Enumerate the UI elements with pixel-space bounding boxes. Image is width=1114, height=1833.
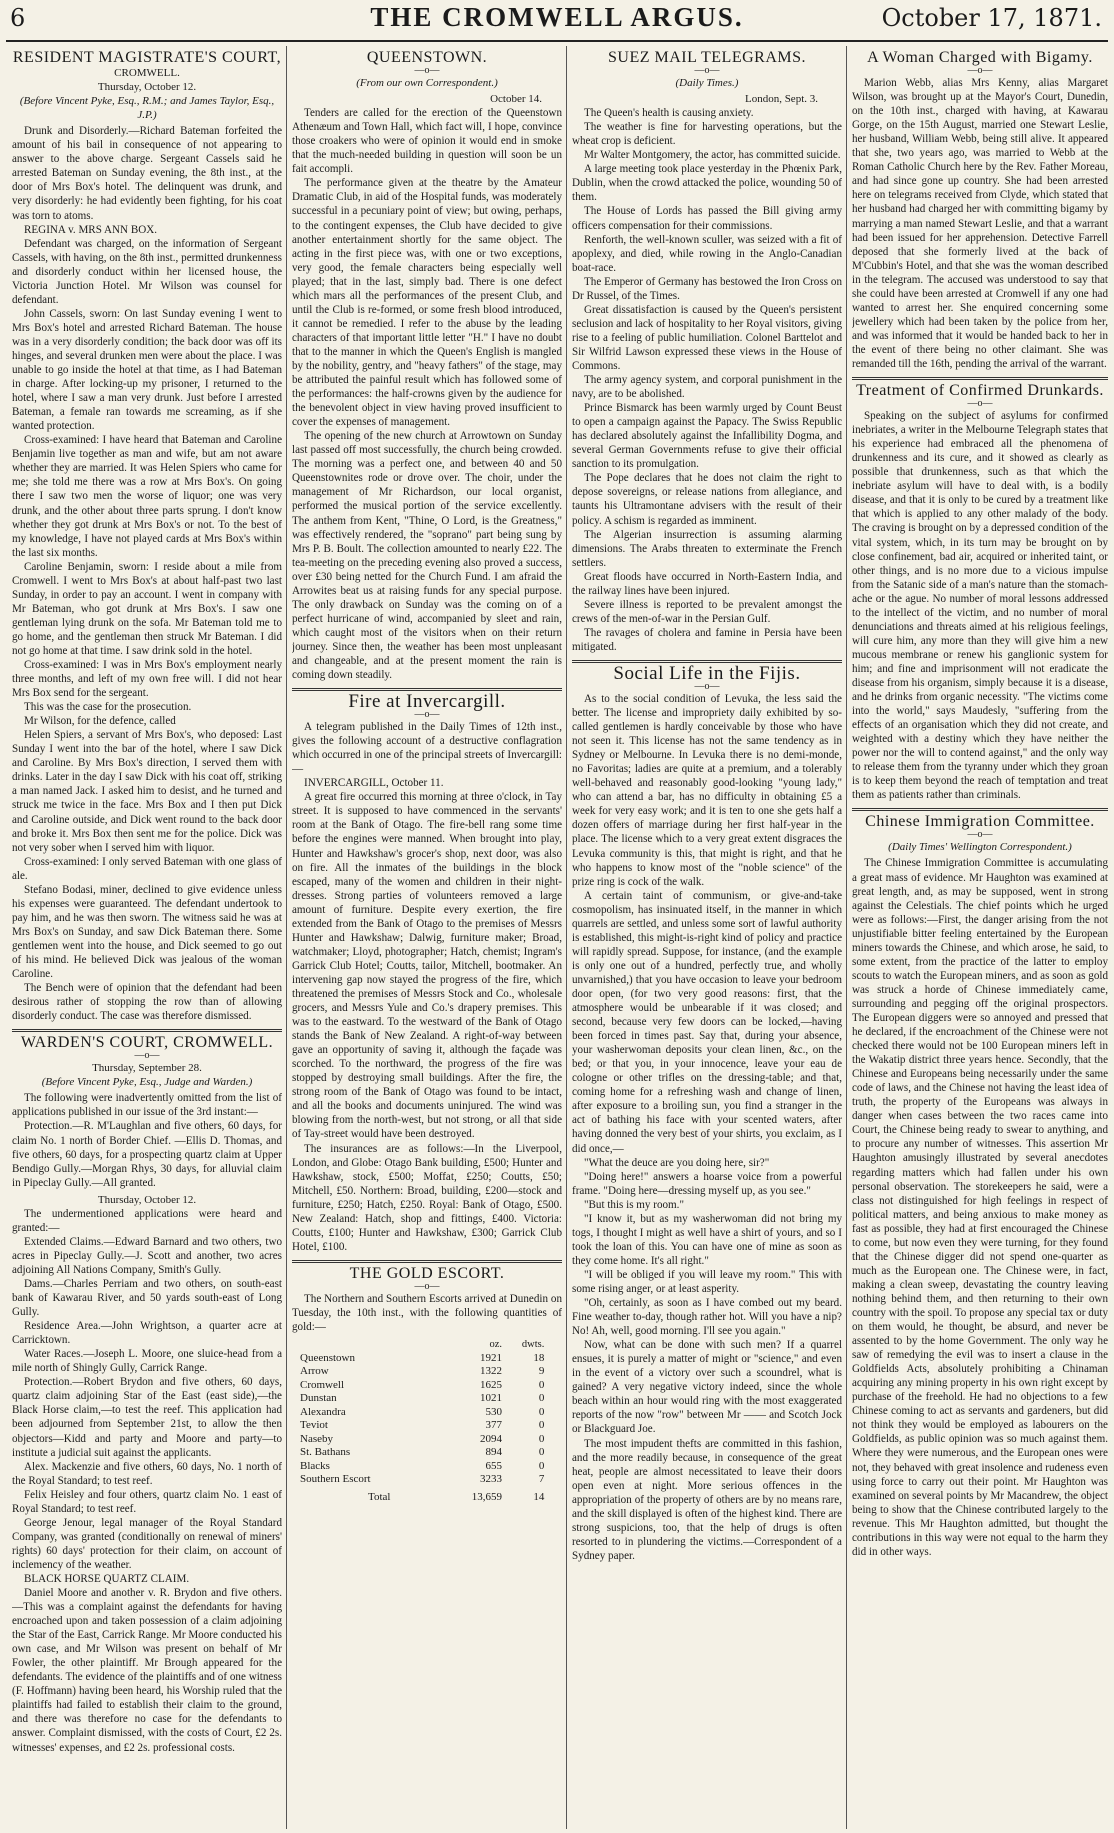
- total-label: Total: [368, 1490, 391, 1503]
- article-body: [852, 409, 1108, 802]
- gold-place: Naseby: [300, 1432, 333, 1445]
- article-paragraph: Drunk and Disorderly.—Richard Bateman forfeited the amount of his bail in consequence of not appearing to answer to the above charge. Sergeant Cassels said he arrested Bateman on Sunday evening, the 8th inst., at the door of Mrs Box's hotel. The delinquent was drunk, and very disorderly: he had evidently been fighting, for his coat was torn to atoms.: [12, 125, 282, 222]
- article-heading: THE GOLD ESCORT.: [349, 1264, 505, 1282]
- article-paragraph: The opening of the new church at Arrowtown on Sunday last passed off most successfully, the church being crowded. The morning was a perfect one, and between 40 and 50 Queenstownites rode or drove over. The choir, under the management of Mr Richardson, our local organist, performed the musical portion of the service excellently. The anthem from Kent, "Thine, O Lord, is the Greatness," was effectively rendered, the "soprano" part being sung by Mrs P. B. Boult. The collection amounted to nearly £22. The tea-meeting on the preceding evening also proved a success, over £30 being netted for the Church Fund. I am afraid the Arrowites beat us at raising funds for any special purpose. The only drawback on Sunday was the coming on of a perfect hurricane of wind, accompanied by sleet and rain, which caught most of the visitors when on their return journey. Since then, the weather has been most unpleasant and changeable, and at the present moment the rain is coming down steadily.: [292, 430, 562, 682]
- article-byline: (Daily Times' Wellington Correspondent.): [888, 841, 1072, 854]
- article-heading: RESIDENT MAGISTRATE'S COURT,: [12, 49, 282, 66]
- gold-dwts: 0: [538, 1432, 545, 1445]
- article-rule: [852, 808, 1108, 811]
- table-row: [298, 1446, 546, 1460]
- gold-dwts: 0: [538, 1392, 545, 1405]
- article-paragraph: The insurances are as follows:—In the Liverpool, London, and Globe: Otago Bank building, £500; Hunter and Hawkshaw, stock, £500; Moffat, £250; Coutts, £50; Mitchell, £50. Northern: Broad, building, £200—stock and furniture, £250; Hatch, £250. Royal: Bank of Otago, £500. New Zealand: Hatch, shop and fittings, £400. Victoria: Coutts, £100; Hunter and Hawkshaw, £300; Garrick Club Hotel, £100.: [292, 1142, 562, 1253]
- article-heading: Social Life in the Fijis.: [613, 662, 801, 684]
- gold-oz: 894: [485, 1446, 502, 1459]
- article-paragraph: Renforth, the well-known sculler, was seized with a fit of apoplexy, and died, while rowing in the Anglo-Canadian boat-race.: [572, 233, 842, 274]
- article-heading: QUEENSTOWN.: [366, 49, 488, 66]
- article-paragraph: Mr Wilson, for the defence, called: [24, 715, 176, 728]
- article-paragraph: Caroline Benjamin, sworn: I reside about a mile from Cromwell. I went to Mrs Box's at about half-past two last Sunday, in order to pay an account. I went in company with Mr Bateman, who got drunk at Mrs Box's. I saw one gentleman lying drunk on the sofa. Mr Bateman told me to go home, and the gentleman then struck Mr Bateman. I did not go home at that time. I saw drink sold in the hotel.: [12, 560, 282, 657]
- table-row: [298, 1460, 546, 1474]
- gold-oz: 377: [485, 1419, 502, 1432]
- article-heading: Treatment of Confirmed Drunkards.: [856, 382, 1104, 400]
- gold-oz: 1625: [480, 1378, 502, 1391]
- article-date: October 14.: [490, 93, 542, 106]
- gold-dwts: 0: [538, 1419, 545, 1432]
- gold-place: Southern Escort: [300, 1473, 371, 1486]
- article-paragraph: Speaking on the subject of asylums for confirmed inebriates, a writer in the Melbourne Telegraph states that his experience had embraced all the phenomena of drunkenness and its cure, and it showed as clearly as possible that drunkenness, such as that which the inebriate asylum will have to deal with, is a bodily disease, and that it is only to be cured by a treatment like that which is applied to any other malady of the body. The craving is brought on by a depressed condition of the vital system, which, in its turn may be brought on by close confinement, bad air, acquired or inherited taint, or other things, and is no more due to a vicious impulse from the Satanic side of a man's nature than the stomach-ache or the ague. No number of moral lessons addressed to the intellect of the victim, and no number of moral denunciations and threats aimed at his religious feelings, will cure him, any more than they will give him a new mucous membrane or renew his ganglionic system for him; and fine and imprisonment will not eradicate the disease from his organism, simply because it is a disease, and he drinks from organic necessity. "The victims come into the world," says Maudesly, "suffering from the effects of an organisation which they did not create, and weighted with a destiny which they have neither the power nor the will to contend against," and the only way to release them from the tyranny under which they groan is to keep them beyond the reach of temptation and treat them as patients rather than criminals.: [852, 410, 1108, 802]
- article-body: [292, 720, 562, 1254]
- article-paragraph: The Queen's health is causing anxiety.: [584, 107, 754, 120]
- table-row: [298, 1379, 546, 1393]
- gold-dwts: 7: [538, 1473, 545, 1486]
- gold-oz: 1921: [480, 1351, 502, 1364]
- article-paragraph: "Doing here!" answers a hoarse voice from a powerful frame. "Doing here—dressing myself up, as you see.": [572, 1170, 842, 1197]
- article-paragraph: Stefano Bodasi, miner, declined to give evidence unless his expenses were guaranteed. The defendant undertook to pay him, and he was then sworn. The witness said he was at Mrs Box's on Sunday, and saw Dick Bateman there. Some gentlemen went into the house, and Dick seemed to go out of his mind. He believed Dick was jealous of the woman Caroline.: [12, 883, 282, 981]
- article-rule: [292, 1260, 562, 1263]
- article-paragraph: "But this is my room.": [584, 1198, 684, 1211]
- article-body: [292, 106, 562, 682]
- article-date: Thursday, September 28.: [92, 1062, 202, 1075]
- article-paragraph: The House of Lords has passed the Bill giving army officers compensation for their commissions.: [572, 205, 842, 232]
- article-heading: Chinese Immigration Committee.: [865, 813, 1095, 831]
- table-row: [298, 1473, 546, 1487]
- article-paragraph: Daniel Moore and another v. R. Brydon and five others.—This was a complaint against the defendants for having encroached upon and taken possession of a claim adjoining the Star of the East, Carrick Range. Mr Moore conducted his own case, and Mr Wilson was present on behalf of Mr Fowler, the other plaintiff. Mr Brough appeared for the defendants. The evidence of the plaintiffs and of one witness (F. Hoffmann) having been heard, his Worship ruled that the plaintiffs had failed to establish their claim to the ground, and there was therefore no case for the defendants to answer. Complaint dismissed, with the costs of Court, £2 2s. witnesses' expenses, and £2 2s. professional costs.: [12, 1587, 282, 1754]
- gold-dwts: 18: [533, 1351, 545, 1364]
- column-divider: [846, 46, 847, 1829]
- gold-place: Dunstan: [300, 1392, 337, 1405]
- article-paragraph: A large meeting took place yesterday in the Phœnix Park, Dublin, when the crowd attacked the police, wounding 50 of them.: [572, 163, 842, 204]
- article-paragraph: The Emperor of Germany has bestowed the Iron Cross on Dr Russel, of the Times.: [572, 275, 842, 302]
- article-body: [852, 76, 1108, 371]
- gold-place: Cromwell: [300, 1378, 344, 1391]
- article-paragraph: "What the deuce are you doing here, sir?": [584, 1156, 770, 1169]
- article-paragraph: The Bench were of opinion that the defendant had been desirous rather of stopping the row than of allowing disorderly conduct. The case was therefore dismissed.: [12, 982, 282, 1023]
- column-divider: [286, 46, 287, 1829]
- column-4: A Woman Charged with Bigamy. —o— Marion Webb, alias Mrs Kenny, alias Margaret Wilson, was brought up at the Mayor's Court, Dunedin, on the 10th inst., charged with having, at Kawarau Gorge, on the 15th August, married one Stewart Leslie, her husband, William Webb, being still alive. It appeared that she, two years ago, was married to Webb at the Roman Catholic Church here by the Rev. Father Moreau, and had since gone up country. She had been arrested here on telegrams received from Clyde, which stated that her husband had charged her with committing bigamy by marrying a man named Stewart Leslie, and that a warrant had been issued for her apprehension. Detective Farrell deposed that she formerly lived at the back of M'Cubbin's Hotel, and that she was the woman described in the telegram. The accused was understood to say that she could have been arrested at Cromwell if any one had wanted to arrest her. She enquired concerning some jewellery which had been taken by the police from her, and was informed that it would be handed back to her in the event of there being no other claimant. She was remanded till the 16th, pending the arrival of the warrant. Treatment of Confirmed Drunkards. —o— Speaking on the subject of asylums for confirmed inebriates, a writer in the Melbourne Telegraph states that his experience had embraced all the phenomena of drunkenness and its cure, and it showed as clearly as possible that drunkenness, such as that which the inebriate asylum will have to deal with, is a bodily disease, and that it is only to be cured by a treatment like that which is applied to any other malady of the body. The craving is brought on by a depressed condition of the vital system, which, in its turn may be brought on by close confinement, bad air, acquired or inherited taint, or other things, and is no more due to a vicious impulse from the Satanic side of a man's nature than the stomach-ache or the ague. No number of moral lessons addressed to the intellect of the victim, and no number of moral denunciations and threats aimed at his religious feelings, will cure him, any more than they will give him a new mucous membrane or renew his ganglionic system for him; and fine and imprisonment will not eradicate the disease from his organism, simply because it is a disease, and he drinks from organic necessity. "The victims come into the world," says Maudesly, "suffering from the effects of an organisation which they did not create, and weighted with a destiny which they have neither the power nor the will to contend against," and the only way to release them from the tyranny under which they groan is to keep them beyond the reach of temptation and treat them as patients rather than criminals. Chinese Immigration Committee. —o— (Daily Times' Wellington Correspondent.) The Chinese Immigration Committee is accumulating a great mass of evidence. Mr Haughton was examined at great length, and, as may be supposed, went in strong against the Celestials. The chief points which he urged were as follows:—First, the danger arising from the not unjustifiable bitter feeling entertained by the European miners towards the Chinese, and which arose, he said, to some extent, from the practice of the latter to employ scouts to watch the European miners, and as soon as gold was struck a horde of Chinese immediately came, surrounding and pegging off the original prospectors. The European diggers were so annoyed and pressed that he declared, if the encroachment of the Chinese were not checked there would not be 100 European miners left in the Wakatip district three years hence. Secondly, that the Chinese and Europeans being necessarily under the same code of laws, and the Chinese not having the least idea of truth, the property of the Europeans was always in danger when cases between the two races came into Court, the Chinese being ready to swear to anything, and to procure any number of witnesses. This assertion Mr Haughton amusingly illustrated by several anecdotes regarding matters which had fallen under his own personal observation. The storekeepers he said, were a class not distinguished for high feelings in respect of political matters, and being anxious to make money as fast as possible, they had at first encouraged the Chinese to come, but now even they were turning, for they found that the Chinese digger did not spend one-quarter as much as the European one. The Chinese were, in fact, making a clean sweep, devastating the country leaving nothing behind them, and then returning to their own country with the spoil. To propose any special tax or duty on them would, he thought, be absurd, and never be assented to by the home Government. The only way he saw of remedying the evil was to insert a clause in the Goldfields Acts, absolutely prohibiting a Chinaman acquiring any mining property in his own right except by purchase of the freehold. He had no objections to a few Chinese coming to act as servants and gardeners, but did not think they would be employed as labourers on the Goldfields, as public opinion was so much against them. Where they were numerous, and the European ones were not, they behaved with great insolence and rudeness even using force to carry out their point. Mr Haughton was examined on several points by Mr Macandrew, the object being to show that the Chinese contributed largely to the revenue. This Mr Haughton admitted, but thought the contributions in this way were not equal to the harm they did in other ways.: [852, 49, 1108, 1558]
- article-paragraph: Now, what can be done with such men? If a quarrel ensues, it is purely a matter of might or "science," and even in the event of a victory over such a scoundrel, what is gained? A very negative victory indeed, since the whole beach within an hour would ring with the most exaggerated reports of the now "row" between Mr —— and Scotch Jock or Blackguard Joe.: [572, 1339, 842, 1436]
- article-byline: (Before Vincent Pyke, Esq., R.M.; and James Taylor, Esq., J.P.): [19, 95, 275, 122]
- article-paragraph: Dams.—Charles Perriam and two others, on south-east bank of Kawarau River, and 50 yards south-east of Long Gully.: [12, 1277, 282, 1319]
- article-paragraph: Defendant was charged, on the information of Sergeant Cassels, with having, on the 8th inst., permitted drunkenness and disorderly conduct within her licensed house, the Victoria Junction Hotel. Mr Wilson was counsel for defendant.: [12, 237, 282, 306]
- article-paragraph: Protection.—Robert Brydon and five others, 60 days, quartz claim adjoining Star of the East (east side),—the Black Horse claim,—to test the reef. This application had been adjourned from September 21st, to allow the then objectors—Kidd and party and Moore and party—to institute a judicial suit against the applicants.: [12, 1376, 282, 1459]
- article-paragraph: Helen Spiers, a servant of Mrs Box's, who deposed: Last Sunday I went into the bar of the hotel, where I saw Dick and Caroline. By Mrs Box's direction, I served them with drinks. Later in the day I saw Dick with his coat off, striking a man named Jack. I asked him to desist, and he turned and struck me twice in the face. Mrs Box and I then put Dick and Caroline outside, and Dick went round to the back door and broke it. Mrs Box then sent me for the police. Dick was not very sober when I served him with liquor.: [12, 729, 282, 854]
- gold-place: Arrow: [300, 1365, 329, 1378]
- issue-date: October 17, 1871.: [881, 4, 1102, 32]
- article-paragraph: Great floods have occurred in North-Eastern India, and the railway lines have been injured.: [572, 570, 842, 597]
- gold-oz: 3233: [480, 1473, 502, 1486]
- article-paragraph: Felix Heisley and four others, quartz claim No. 1 east of Royal Standard; to test reef.: [12, 1488, 282, 1515]
- article-paragraph: "Oh, certainly, as soon as I have combed out my beard. Fine weather to-day, though rather hot. Will you have a nip? No! Ah, well, good morning. I'll see you again.": [572, 1297, 842, 1338]
- gold-oz: 2094: [480, 1432, 502, 1445]
- article-paragraph: Cross-examined: I have heard that Bateman and Caroline Benjamin live together as man and wife, but am not aware whether they are married. It was Helen Spiers who came for me; she told me there was a row at Mrs Box's. On going there I saw two men the worse of liquor; one was very drunk, and the other about three parts sprung. I don't know whether they got drunk at Mrs Box's or not. To the best of my knowledge, I have not played cards at Mrs Box's within the last six months.: [12, 434, 282, 559]
- article-paragraph: This was the case for the prosecution.: [24, 701, 192, 714]
- gold-oz: 655: [485, 1459, 502, 1472]
- gold-oz: 1322: [480, 1365, 502, 1378]
- gold-dwts: 0: [538, 1378, 545, 1391]
- gold-place: Alexandra: [300, 1405, 346, 1418]
- article-paragraph: Cross-examined: I was in Mrs Box's employment nearly three months, and left of my own free will. I did not hear Mrs Box send for the sergeant.: [12, 659, 282, 700]
- article-paragraph: The Pope declares that he does not claim the right to depose sovereigns, or release nations from allegiance, and taunts his Ultramontane advisers with the result of their policy. A schism is regarded as imminent.: [572, 472, 842, 527]
- article-paragraph: John Cassels, sworn: On last Sunday evening I went to Mrs Box's hotel and arrested Richard Bateman. The house was in a very disorderly condition; the back door was off its hinges, and several drunken men were about the place. I was unable to go inside the hotel at that time, as I had Bateman in charge. After locking-up my prisoner, I returned to the hotel, where I saw a man very drunk. Just before I arrested Bateman, a female ran towards me screaming, as if she wanted protection.: [12, 307, 282, 433]
- article-paragraph: Cross-examined: I only served Bateman with one glass of ale.: [12, 855, 282, 882]
- column-3: SUEZ MAIL TELEGRAMS. —o— (Daily Times.) London, Sept. 3. The Queen's health is causing anxiety. The weather is fine for harvesting operations, but the wheat crop is deficient. Mr Walter Montgomery, the actor, has committed suicide. A large meeting took place yesterday in the Phœnix Park, Dublin, when the crowd attacked the police, wounding 50 of them. The House of Lords has passed the Bill giving army officers compensation for their commissions. Renforth, the well-known sculler, was seized with a fit of apoplexy, and died, while rowing in the Anglo-Canadian boat-race. The Emperor of Germany has bestowed the Iron Cross on Dr Russel, of the Times. Great dissatisfaction is caused by the Queen's persistent seclusion and lack of hospitality to her Royal visitors, giving rise to a feeling of public humiliation. Colonel Barttelot and Sir Wilfrid Lawson expressed these views in the House of Commons. The army agency system, and corporal punishment in the navy, are to be abolished. Prince Bismarck has been warmly urged by Count Beust to open a campaign against the Papacy. The Swiss Republic has declared absolutely against the Infallibility Dogma, and several German Governments refuse to give their official sanction to its promulgation. The Pope declares that he does not claim the right to depose sovereigns, or release nations from allegiance, and taunts his Ultramontane advisers with the result of their policy. A schism is regarded as imminent. The Algerian insurrection is assuming alarming dimensions. The Arabs threaten to exterminate the French settlers. Great floods have occurred in North-Eastern India, and the railway lines have been injured. Severe illness is reported to be prevalent amongst the crews of the men-of-war in the Persian Gulf. The ravages of cholera and famine in Persia have been mitigated. Social Life in the Fijis. —o— As to the social condition of Levuka, the less said the better. The license and impropriety daily exhibited by so-called gentlemen is hardly conceivable by those who have not seen it. This license has not the same tendency as in Sydney or Melbourne. In Levuka there is no demi-monde, no Favoritas; ladies are quite at a premium, and a tolerably well-behaved and reasonably good-looking "young lady," who can attend a bar, has no difficulty in obtaining £5 a week for very easy work; and it is ten to one she gets half a dozen offers of marriage during her first half-year in the place. The license which to a very great extent disgraces the Levuka community is this, that might is right, and that he who happens to know most of the "noble science" of the prize ring is cock of the walk. A certain taint of communism, or give-and-take cosmopolism, has insinuated itself, in the manner in which quarrels are settled, and unless some sort of lawful authority is established, this might-is-right kind of policy and practice will rapidly spread. Suppose, for instance, (and the example is only one out of a hundred, perfectly true, and wholly unvarnished,) that you have occasion to leave your bedroom door open, (for two very good reasons: first, that the atmosphere would be unbearable if it was closed; and second, because very few doors can be locked,—having been forced in times past. Say that, during your absence, your washerwoman deposits your clean linen, &c., on the bed; or that you, in your innocence, leave your eau de cologne or other trifles on the dressing-table; and that, coming home for a refreshing wash and change of linen, after exposure to a broiling sun, you find a stranger in the act of bathing his face with your scented waters, after having donned the very best of your shirts, you exclaim, as I did once,— "What the deuce are you doing here, sir?" "Doing here!" answers a hoarse voice from a powerful frame. "Doing here—dressing myself up, as you see." "But this is my room." "I know it, but as my washerwoman did not bring my togs, I thought I might as well have a shirt of yours, and so I took the loan of this. You can have one of mine as soon as they come home. It's all right." "I will be obliged if you will leave my room." This with some rising anger, or at least asperity. "Oh, certainly, as soon as I have combed out my beard. Fine weather to-day, though rather hot. Will you have a nip? No! Ah, well, good morning. I'll see you again." Now, what can be done with such men? If a quarrel ensues, it is purely a matter of might or "science," and even in the event of a victory over such a scoundrel, what is gained? A very negative victory indeed, since the whole beach within an hour would ring with the most exaggerated reports of the now "row" between Mr —— and Scotch Jock or Blackguard Joe. The most impudent thefts are committed in this fashion, and the more readily because, in consequence of the great heat, people are almost necessitated to leave their doors open even at night. More serious offences in the appropriation of the property of others are by no means rare, and the skill displayed is often of the highest kind. There are strong suspicions, too, that the help of drugs is often resorted to in plundering the victims.—Correspondent of a Sydney paper.: [572, 49, 842, 1562]
- article-paragraph: Mr Walter Montgomery, the actor, has committed suicide.: [584, 149, 841, 162]
- article-paragraph: A telegram published in the Daily Times of 12th inst., gives the following account of a destructive conflagration which occurred in one of the principal streets of Invercargill:—: [292, 721, 562, 776]
- gold-place: St. Bathans: [300, 1446, 351, 1459]
- table-row: [298, 1406, 546, 1420]
- article-paragraph: The ravages of cholera and famine in Persia have been mitigated.: [572, 626, 842, 653]
- article-heading: Fire at Invercargill.: [348, 691, 506, 713]
- article-body: [12, 124, 282, 1023]
- column-divider: [566, 46, 567, 1829]
- gold-escort-table: [298, 1338, 546, 1504]
- article-paragraph: The army agency system, and corporal punishment in the navy, are to be abolished.: [572, 374, 842, 401]
- page-number: 6: [10, 4, 26, 32]
- newspaper-title: THE CROMWELL ARGUS.: [370, 2, 744, 32]
- article-paragraph: "I will be obliged if you will leave my room." This with some rising anger, or at least asperity.: [572, 1268, 842, 1295]
- article-paragraph: Protection.—R. M'Laughlan and five others, 60 days, for claim No. 1 north of Border Chief. —Ellis D. Thomas, and five others, 60 days, for a prospecting quartz claim at Upper Bendigo Gully.—Morgan Rhys, 30 days, for alluvial claim in Pipeclay Gully.—All granted.: [12, 1120, 282, 1189]
- article-date: Thursday, October 12.: [97, 81, 197, 94]
- article-paragraph: Residence Area.—John Wrightson, a quarter acre at Carricktown.: [12, 1320, 282, 1347]
- article-paragraph: Prince Bismarck has been warmly urged by Count Beust to open a campaign against the Papacy. The Swiss Republic has declared absolutely against the Infallibility Dogma, and several German Governments refuse to give their official sanction to its promulgation.: [572, 402, 842, 471]
- table-row: [298, 1419, 546, 1433]
- article-paragraph: Tenders are called for the erection of the Queenstown Athenæum and Town Hall, which fact will, I hope, convince those croakers who were of opinion it would end in smoke that the much-needed building in question will soon be un fait accompli.: [292, 107, 562, 176]
- total-oz: 13,659: [471, 1490, 502, 1503]
- gold-place: Teviot: [300, 1419, 328, 1432]
- article-paragraph: "I know it, but as my washerwoman did not bring my togs, I thought I might as well have a shirt of yours, and so I took the loan of this. You can have one of mine as soon as they come home. It's all right.": [572, 1212, 842, 1267]
- article-paragraph: Great dissatisfaction is caused by the Queen's persistent seclusion and lack of hospitality to her Royal visitors, giving rise to a feeling of public humiliation. Colonel Barttelot and Sir Wilfrid Lawson expressed these views in the House of Commons.: [572, 303, 842, 372]
- article-paragraph: The Algerian insurrection is assuming alarming dimensions. The Arabs threaten to exterminate the French settlers.: [572, 528, 842, 569]
- article-heading: SUEZ MAIL TELEGRAMS.: [608, 49, 806, 66]
- article-paragraph: The Chinese Immigration Committee is accumulating a great mass of evidence. Mr Haughton was examined at great length, and, as may be supposed, went in strong against the Celestials. The chief points which he urged were as follows:—First, the danger arising from the not unjustifiable bitter feeling entertained by the European miners towards the Chinese, and which arose, he said, to some extent, from the practice of the latter to employ scouts to watch the European miners, and as soon as gold was struck a horde of Chinese immediately came, surrounding and pegging off the original prospectors. The European diggers were so annoyed and pressed that he declared, if the encroachment of the Chinese were not checked there would not be 100 European miners left in the Wakatip district three years hence. Secondly, that the Chinese and Europeans being necessarily under the same code of laws, and the Chinese not having the least idea of truth, the property of the Europeans was always in danger when cases between the two races came into Court, the Chinese being ready to swear to anything, and to procure any number of witnesses. This assertion Mr Haughton amusingly illustrated by several anecdotes regarding matters which had fallen under his own personal observation. The storekeepers he said, were a class not distinguished for high feelings in respect of political matters, and being anxious to make money as fast as possible, they had at first encouraged the Chinese to come, but now even they were turning, for they found that the Chinese digger did not spend one-quarter as much as the European one. The Chinese were, in fact, making a clean sweep, devastating the country leaving nothing behind them, and then returning to their own country with the spoil. To propose any special tax or duty on them would, he thought, be absurd, and never be assented to by the home Government. The only way he saw of remedying the evil was to insert a clause in the Goldfields Acts, absolutely prohibiting a Chinaman acquiring any mining property in his own right except by purchase of the freehold. He had no objections to a few Chinese coming to act as servants and gardeners, but did not think they would be employed as labourers on the Goldfields, as public opinion was so much against them. Where they were numerous, and the European ones were not, they behaved with great insolence and rudeness even using force to carry out their point. Mr Haughton was examined on several points by Mr Macandrew, the object being to show that the Chinese contributed largely to the revenue. This Mr Haughton admitted, but thought the contributions in this way were not equal to the harm they did in other ways.: [852, 857, 1108, 1558]
- article-body: [12, 1091, 282, 1189]
- article-body: [572, 692, 842, 1563]
- article-heading: A Woman Charged with Bigamy.: [867, 49, 1093, 66]
- unit-dwts: dwts.: [521, 1339, 545, 1351]
- article-body: [12, 1207, 282, 1755]
- gold-dwts: 0: [538, 1405, 545, 1418]
- article-paragraph: The most impudent thefts are committed in this fashion, and the more readily because, in consequence of the great heat, people are almost necessitated to leave their doors open even at night. More serious offences in the appropriation of the property of others are by no means rare, and the skill displayed is often of the highest kind. There are strong suspicions, too, that the help of drugs is often resorted to in plundering the victims.—Correspondent of a Sydney paper.: [572, 1437, 842, 1562]
- gold-dwts: 0: [538, 1446, 545, 1459]
- article-paragraph: Severe illness is reported to be prevalent amongst the crews of the men-of-war in the Persian Gulf.: [572, 598, 842, 625]
- article-paragraph: The following were inadvertently omitted from the list of applications published in our issue of the 3rd instant:—: [12, 1092, 282, 1119]
- article-rule: [12, 1029, 282, 1032]
- article-rule: [852, 377, 1108, 380]
- article-paragraph: A certain taint of communism, or give-and-take cosmopolism, has insinuated itself, in the manner in which quarrels are settled, and unless some sort of lawful authority is established, this might-is-right kind of policy and practice will rapidly spread. Suppose, for instance, (and the example is only one out of a hundred, perfectly true, and wholly unvarnished,) that you have occasion to leave your bedroom door open, (for two very good reasons: first, that the atmosphere would be unbearable if it was closed; and second, because very few doors can be locked,—having been forced in times past. Say that, during your absence, your washerwoman deposits your clean linen, &c., on the bed; or that you, in your innocence, leave your eau de cologne or other trifles on the dressing-table; and that, coming home for a refreshing wash and change of linen, after exposure to a broiling sun, you find a stranger in the act of bathing his face with your scented waters, after having donned the very best of your shirts, you exclaim, as I did once,—: [572, 889, 842, 1155]
- table-row: [298, 1352, 546, 1366]
- gold-oz: 1021: [480, 1392, 502, 1405]
- article-paragraph: Extended Claims.—Edward Barnard and two others, two acres in Pipeclay Gully.—J. Scott and another, two acres adjoining All Nations Company, Smith's Gully.: [12, 1235, 282, 1276]
- article-paragraph: A great fire occurred this morning at three o'clock, in Tay street. It is supposed to have commenced in the servants' room at the Bank of Otago. The fire-bell rang some time before the engines were manned. When brought into play, Hunter and Hawkshaw's grocer's shop, next door, was also on fire. All the inmates of the buildings in the block escaped, many of the women and children in their night-dresses. Strong parties of volunteers removed a large amount of furniture. Despite every exertion, the fire extended from the Bank of Otago to the premises of Messrs Hunter and Hawkshaw; Dalwig, furniture maker; Broad, watchmaker; Lloyd, photographer; Hatch, chemist; Ingram's Garrick Club Hotel; Coutts, tailor, Mitchell, bootmaker. An intervening gap now stayed the progress of the fire, which threatened the premises of Messrs Stock and Co., wholesale grocers, and Messrs Yule and Co.'s drapery premises. This was to the eastward. To the westward of the Bank of Otago stands the Bank of New Zealand. A right-of-way between gave an opportunity of saving it, although the façade was scorched. To the northward, the progress of the fire was stopped by destroying small buildings. After the fire, the strong room of the Bank of Otago was found to be intact, and all the books and documents uninjured. The wind was blowing from the north-west, but not strong, or all that side of Tay-street would have been destroyed.: [292, 791, 562, 1141]
- article-date: London, Sept. 3.: [744, 93, 818, 106]
- article-byline: (Before Vincent Pyke, Esq., Judge and Warden.): [41, 1076, 253, 1089]
- unit-oz: oz.: [489, 1339, 502, 1351]
- article-byline: (From our own Correspondent.): [356, 77, 498, 90]
- total-dwts: 14: [533, 1490, 545, 1503]
- article-paragraph: Alex. Mackenzie and five others, 60 days, No. 1 north of the Royal Standard; to test reef.: [12, 1460, 282, 1487]
- table-row: [298, 1433, 546, 1447]
- article-body: [572, 106, 842, 654]
- article-paragraph: INVERCARGILL, October 11.: [304, 777, 444, 790]
- gold-dwts: 9: [538, 1365, 545, 1378]
- article-paragraph: Water Races.—Joseph L. Moore, one sluice-head from a mile north of Shingly Gully, Carrick Range.: [12, 1348, 282, 1375]
- article-date: Thursday, October 12.: [97, 1193, 197, 1206]
- article-body: [852, 856, 1108, 1558]
- article-paragraph: The weather is fine for harvesting operations, but the wheat crop is deficient.: [572, 121, 842, 148]
- article-paragraph: The undermentioned applications were heard and granted:—: [12, 1207, 282, 1234]
- gold-place: Queenstown: [300, 1351, 355, 1364]
- article-paragraph: George Jenour, legal manager of the Royal Standard Company, was granted (conditionally on renewal of miners' rights) 60 days' protection for their claim, on account of inclemency of the weather.: [12, 1516, 282, 1571]
- article-paragraph: REGINA v. MRS ANN BOX.: [24, 223, 158, 236]
- table-row: [298, 1365, 546, 1379]
- table-row-total: [298, 1487, 546, 1505]
- column-2: QUEENSTOWN. —o— (From our own Correspondent.) October 14. Tenders are called for the erection of the Queenstown Athenæum and Town Hall, which fact will, I hope, convince those croakers who were of opinion it would end in smoke that the much-needed building in question will soon be un fait accompli. The performance given at the theatre by the Amateur Dramatic Club, in aid of the Hospital funds, was moderately successful in a pecuniary point of view; but owing, perhaps, to the contingent expenses, the Club have decided to give another entertainment shortly for the same object. The acting in the first piece was, with one or two exceptions, very good, the female characters being especially well played; that in the last, simply bad. There is one defect which mars all the performances of the present Club, and until the Club is re-formed, or some fresh blood introduced, it cannot be remedied. I refer to the abuse by the leading characters of that important little letter "H." I have no doubt that to the manner in which the Queen's English is mangled by the nobility, gentry, and "heavy fathers" of the stage, may be attributed the painful result which has followed some of the performances: the half-crowns given by the audience for the benevolent object in view having proved insufficient to cover the expenses of management. The opening of the new church at Arrowtown on Sunday last passed off most successfully, the church being crowded. The morning was a perfect one, and between 40 and 50 Queenstownites rode or drove over. The choir, under the management of Mr Richardson, our local organist, performed the musical portion of the service excellently. The anthem from Kent, "Thine, O Lord, is the Greatness," was effectively rendered, the "soprano" part being sung by Mrs P. B. Boult. The collection amounted to nearly £22. The tea-meeting on the preceding evening also proved a success, over £30 being netted for the Church Fund. I am afraid the Arrowites beat us at raising funds for any special purpose. The only drawback on Sunday was the coming on of a perfect hurricane of wind, accompanied by sleet and rain, which caught most of the visitors when on their return journey. Since then, the weather has been most unpleasant and changeable, and at the present moment the rain is coming down steadily. Fire at Invercargill. —o— A telegram published in the Daily Times of 12th inst., gives the following account of a destructive conflagration which occurred in one of the principal streets of Invercargill:— INVERCARGILL, October 11. A great fire occurred this morning at three o'clock, in Tay street. It is supposed to have commenced in the servants' room at the Bank of Otago. The fire-bell rang some time before the engines were manned. When brought into play, Hunter and Hawkshaw's grocer's shop, next door, was also on fire. All the inmates of the buildings in the block escaped, many of the women and children in their night-dresses. Strong parties of volunteers removed a large amount of furniture. Despite every exertion, the fire extended from the Bank of Otago to the premises of Messrs Hunter and Hawkshaw; Dalwig, furniture maker; Broad, watchmaker; Lloyd, photographer; Hatch, chemist; Ingram's Garrick Club Hotel; Coutts, tailor, Mitchell, bootmaker. An intervening gap now stayed the progress of the fire, which threatened the premises of Messrs Stock and Co., wholesale grocers, and Messrs Yule and Co.'s drapery premises. This was to the eastward. To the westward of the Bank of Otago stands the Bank of New Zealand. A right-of-way between gave an opportunity of saving it, although the façade was scorched. To the northward, the progress of the fire was stopped by destroying small buildings. After the fire, the strong room of the Bank of Otago was found to be intact, and all the books and documents uninjured. The wind was blowing from the north-west, but not strong, or all that side of Tay-street would have been destroyed. The insurances are as follows:—In the Liverpool, London, and Globe: Otago Bank building, £500; Hunter and Hawkshaw, stock, £500; Moffat, £250; Coutts, £50; Mitchell, £50. Northern: Broad, building, £200—stock and furniture, £250; Hatch, £250. Royal: Bank of Otago, £500. New Zealand: Hatch, shop and fittings, £400. Victoria: Coutts, £100; Hunter and Hawkshaw, £300; Garrick Club Hotel, £100. THE GOLD ESCORT. —o— The Northern and Southern Escorts arrived at Dunedin on Tuesday, the 10th inst., with the following quantities of gold:— oz. dwts. Queenstown 1921 18 Arrow 1322 9 Cromwell 1625 0 Dunstan 1021 0 Alexandra 530 0 Teviot 377 0 Naseby 2094 0 St. Bathans 894 0 Blacks 655 0 Southern Escort 3233 7 Total 13,659 14: [292, 49, 562, 1503]
- gold-dwts: 0: [538, 1459, 545, 1472]
- gold-oz: 530: [485, 1405, 502, 1418]
- column-1: RESIDENT MAGISTRATE'S COURT, CROMWELL. Thursday, October 12. (Before Vincent Pyke, Esq., R.M.; and James Taylor, Esq., J.P.) Drunk and Disorderly.—Richard Bateman forfeited the amount of his bail in consequence of not appearing to answer to the above charge. Sergeant Cassels said he arrested Bateman on Sunday evening, the 8th inst., at the door of Mrs Box's hotel. The delinquent was drunk, and very disorderly: he had evidently been fighting, for his coat was torn to atoms. REGINA v. MRS ANN BOX. Defendant was charged, on the information of Sergeant Cassels, with having, on the 8th inst., permitted drunkenness and disorderly conduct within her licensed house, the Victoria Junction Hotel. Mr Wilson was counsel for defendant. John Cassels, sworn: On last Sunday evening I went to Mrs Box's hotel and arrested Richard Bateman. The house was in a very disorderly condition; the back door was off its hinges, and several drunken men were about the place. I was unable to go inside the hotel at that time, as I had Bateman in charge. After locking-up my prisoner, I returned to the hotel, where I saw a man very drunk. Just before I arrested Bateman, a female ran towards me screaming, as if she wanted protection. Cross-examined: I have heard that Bateman and Caroline Benjamin live together as man and wife, but am not aware whether they are married. It was Helen Spiers who came for me; she told me there was a row at Mrs Box's. On going there I saw two men the worse of liquor; one was very drunk, and the other about three parts sprung. I don't know whether they got drunk at Mrs Box's or not. To the best of my knowledge, I have not played cards at Mrs Box's within the last six months. Caroline Benjamin, sworn: I reside about a mile from Cromwell. I went to Mrs Box's at about half-past two last Sunday, in order to pay an account. I went in company with Mr Bateman, who got drunk at Mrs Box's. I saw one gentleman lying drunk on the sofa. Mr Bateman told me to go home, and the gentleman then struck Mr Bateman. I did not go home at that time. I saw drink sold in the hotel. Cross-examined: I was in Mrs Box's employment nearly three months, and left of my own free will. I did not hear Mrs Box send for the sergeant. This was the case for the prosecution. Mr Wilson, for the defence, called Helen Spiers, a servant of Mrs Box's, who deposed: Last Sunday I went into the bar of the hotel, where I saw Dick and Caroline. By Mrs Box's direction, I served them with drinks. Later in the day I saw Dick with his coat off, striking a man named Jack. I asked him to desist, and he turned and struck me twice in the face. Mrs Box and I then put Dick and Caroline outside, and Dick went round to the back door and broke it. Mrs Box then sent me for the police. Dick was not very sober when I served him with liquor. Cross-examined: I only served Bateman with one glass of ale. Stefano Bodasi, miner, declined to give evidence unless his expenses were guaranteed. The defendant undertook to pay him, and he was then sworn. The witness said he was at Mrs Box's on Sunday, and saw Dick Bateman there. Some gentlemen went into the house, and Dick seemed to go out of his mind. He believed Dick was jealous of the woman Caroline. The Bench were of opinion that the defendant had been desirous rather of stopping the row than of allowing disorderly conduct. The case was therefore dismissed. WARDEN'S COURT, CROMWELL. —o— Thursday, September 28. (Before Vincent Pyke, Esq., Judge and Warden.) The following were inadvertently omitted from the list of applications published in our issue of the 3rd instant:— Protection.—R. M'Laughlan and five others, 60 days, for claim No. 1 north of Border Chief. —Ellis D. Thomas, and five others, 60 days, for a prospecting quartz claim at Upper Bendigo Gully.—Morgan Rhys, 30 days, for alluvial claim in Pipeclay Gully.—All granted. Thursday, October 12. The undermentioned applications were heard and granted:— Extended Claims.—Edward Barnard and two others, two acres in Pipeclay Gully.—J. Scott and another, two acres adjoining All Nations Company, Smith's Gully. Dams.—Charles Perriam and two others, on south-east bank of Kawarau River, and 50 yards south-east of Long Gully. Residence Area.—John Wrightson, a quarter acre at Carricktown. Water Races.—Joseph L. Moore, one sluice-head from a mile north of Shingly Gully, Carrick Range. Protection.—Robert Brydon and five others, 60 days, quartz claim adjoining Star of the East (east side),—the Black Horse claim,—to test the reef. This application had been adjourned from September 21st, to allow the then objectors—Kidd and party and Moore and party—to institute a judicial suit against the applicants. Alex. Mackenzie and five others, 60 days, No. 1 north of the Royal Standard; to test reef. Felix Heisley and four others, quartz claim No. 1 east of Royal Standard; to test reef. George Jenour, legal manager of the Royal Standard Company, was granted (conditionally on renewal of miners' rights) 60 days' protection for their claim, on account of inclemency of the weather. BLACK HORSE QUARTZ CLAIM. Daniel Moore and another v. R. Brydon and five others.—This was a complaint against the defendants for having encroached upon and taken possession of a claim adjoining the Star of the East, Carrick Range. Mr Moore conducted his own case, and Mr Wilson was present on behalf of Mr Fowler, the other plaintiff. Mr Brough appeared for the defendants. The evidence of the plaintiffs and of one witness (F. Hoffmann) having been heard, his Worship ruled that the plaintiffs had failed to establish their claim to the ground, and there was therefore no case for the defendants to answer. Complaint dismissed, with the costs of Court, £2 2s. witnesses' expenses, and £2 2s. professional costs.: [12, 49, 282, 1754]
- article-paragraph: The performance given at the theatre by the Amateur Dramatic Club, in aid of the Hospital funds, was moderately successful in a pecuniary point of view; but owing, perhaps, to the contingent expenses, the Club have decided to give another entertainment shortly for the same object. The acting in the first piece was, with one or two exceptions, very good, the female characters being especially well played; that in the last, simply bad. There is one defect which mars all the performances of the present Club, and until the Club is re-formed, or some fresh blood introduced, it cannot be remedied. I refer to the abuse by the leading characters of that important little letter "H." I have no doubt that to the manner in which the Queen's English is mangled by the nobility, gentry, and "heavy fathers" of the stage, may be attributed the painful result which has followed some of the performances: the half-crowns given by the audience for the benevolent object in view having proved insufficient to cover the expenses of management.: [292, 177, 562, 429]
- article-paragraph: BLACK HORSE QUARTZ CLAIM.: [24, 1572, 190, 1585]
- article-paragraph: Marion Webb, alias Mrs Kenny, alias Margaret Wilson, was brought up at the Mayor's Court, Dunedin, on the 10th inst., charged with having, at Kawarau Gorge, on the 15th August, married one Stewart Leslie, her husband, William Webb, being still alive. It appeared that she, two years ago, was married to Webb at the Roman Catholic Church here by the Rev. Father Moreau, and had since gone up country. She had been arrested here on telegrams received from Clyde, which stated that her husband had charged her with committing bigamy by marrying a man named Stewart Leslie, and that a warrant had been issued for her apprehension. Detective Farrell deposed that she formerly lived at the back of M'Cubbin's Hotel, and that she was the woman described in the telegram. The accused was understood to say that she could have been arrested at Cromwell if any one had wanted to arrest her. She enquired concerning some jewellery which had been taken by the police from her, and was informed that it would be handed back to her in the event of there being no other claimant. She was remanded till the 16th, pending the arrival of the warrant.: [852, 77, 1108, 370]
- article-heading: WARDEN'S COURT, CROMWELL.: [20, 1034, 274, 1052]
- article-paragraph: The Northern and Southern Escorts arrived at Dunedin on Tuesday, the 10th inst., with the following quantities of gold:—: [292, 1292, 562, 1334]
- table-row: [298, 1392, 546, 1406]
- article-paragraph: As to the social condition of Levuka, the less said the better. The license and impropriety daily exhibited by so-called gentlemen is hardly conceivable by those who have not seen it. This license has not the same tendency as in Sydney or Melbourne. In Levuka there is no demi-monde, no Favoritas; ladies are quite at a premium, and a tolerably well-behaved and reasonably good-looking "young lady," who can attend a bar, has no difficulty in obtaining £5 a week for very easy work; and it is ten to one she gets half a dozen offers of marriage during her first half-year in the place. The license which to a very great extent disgraces the Levuka community is this, that might is right, and that he who happens to know most of the "noble science" of the prize ring is cock of the walk.: [572, 693, 842, 888]
- article-byline: (Daily Times.): [675, 77, 739, 90]
- masthead-rule: [6, 40, 1108, 42]
- article-place: CROMWELL.: [114, 67, 180, 80]
- gold-place: Blacks: [300, 1459, 330, 1472]
